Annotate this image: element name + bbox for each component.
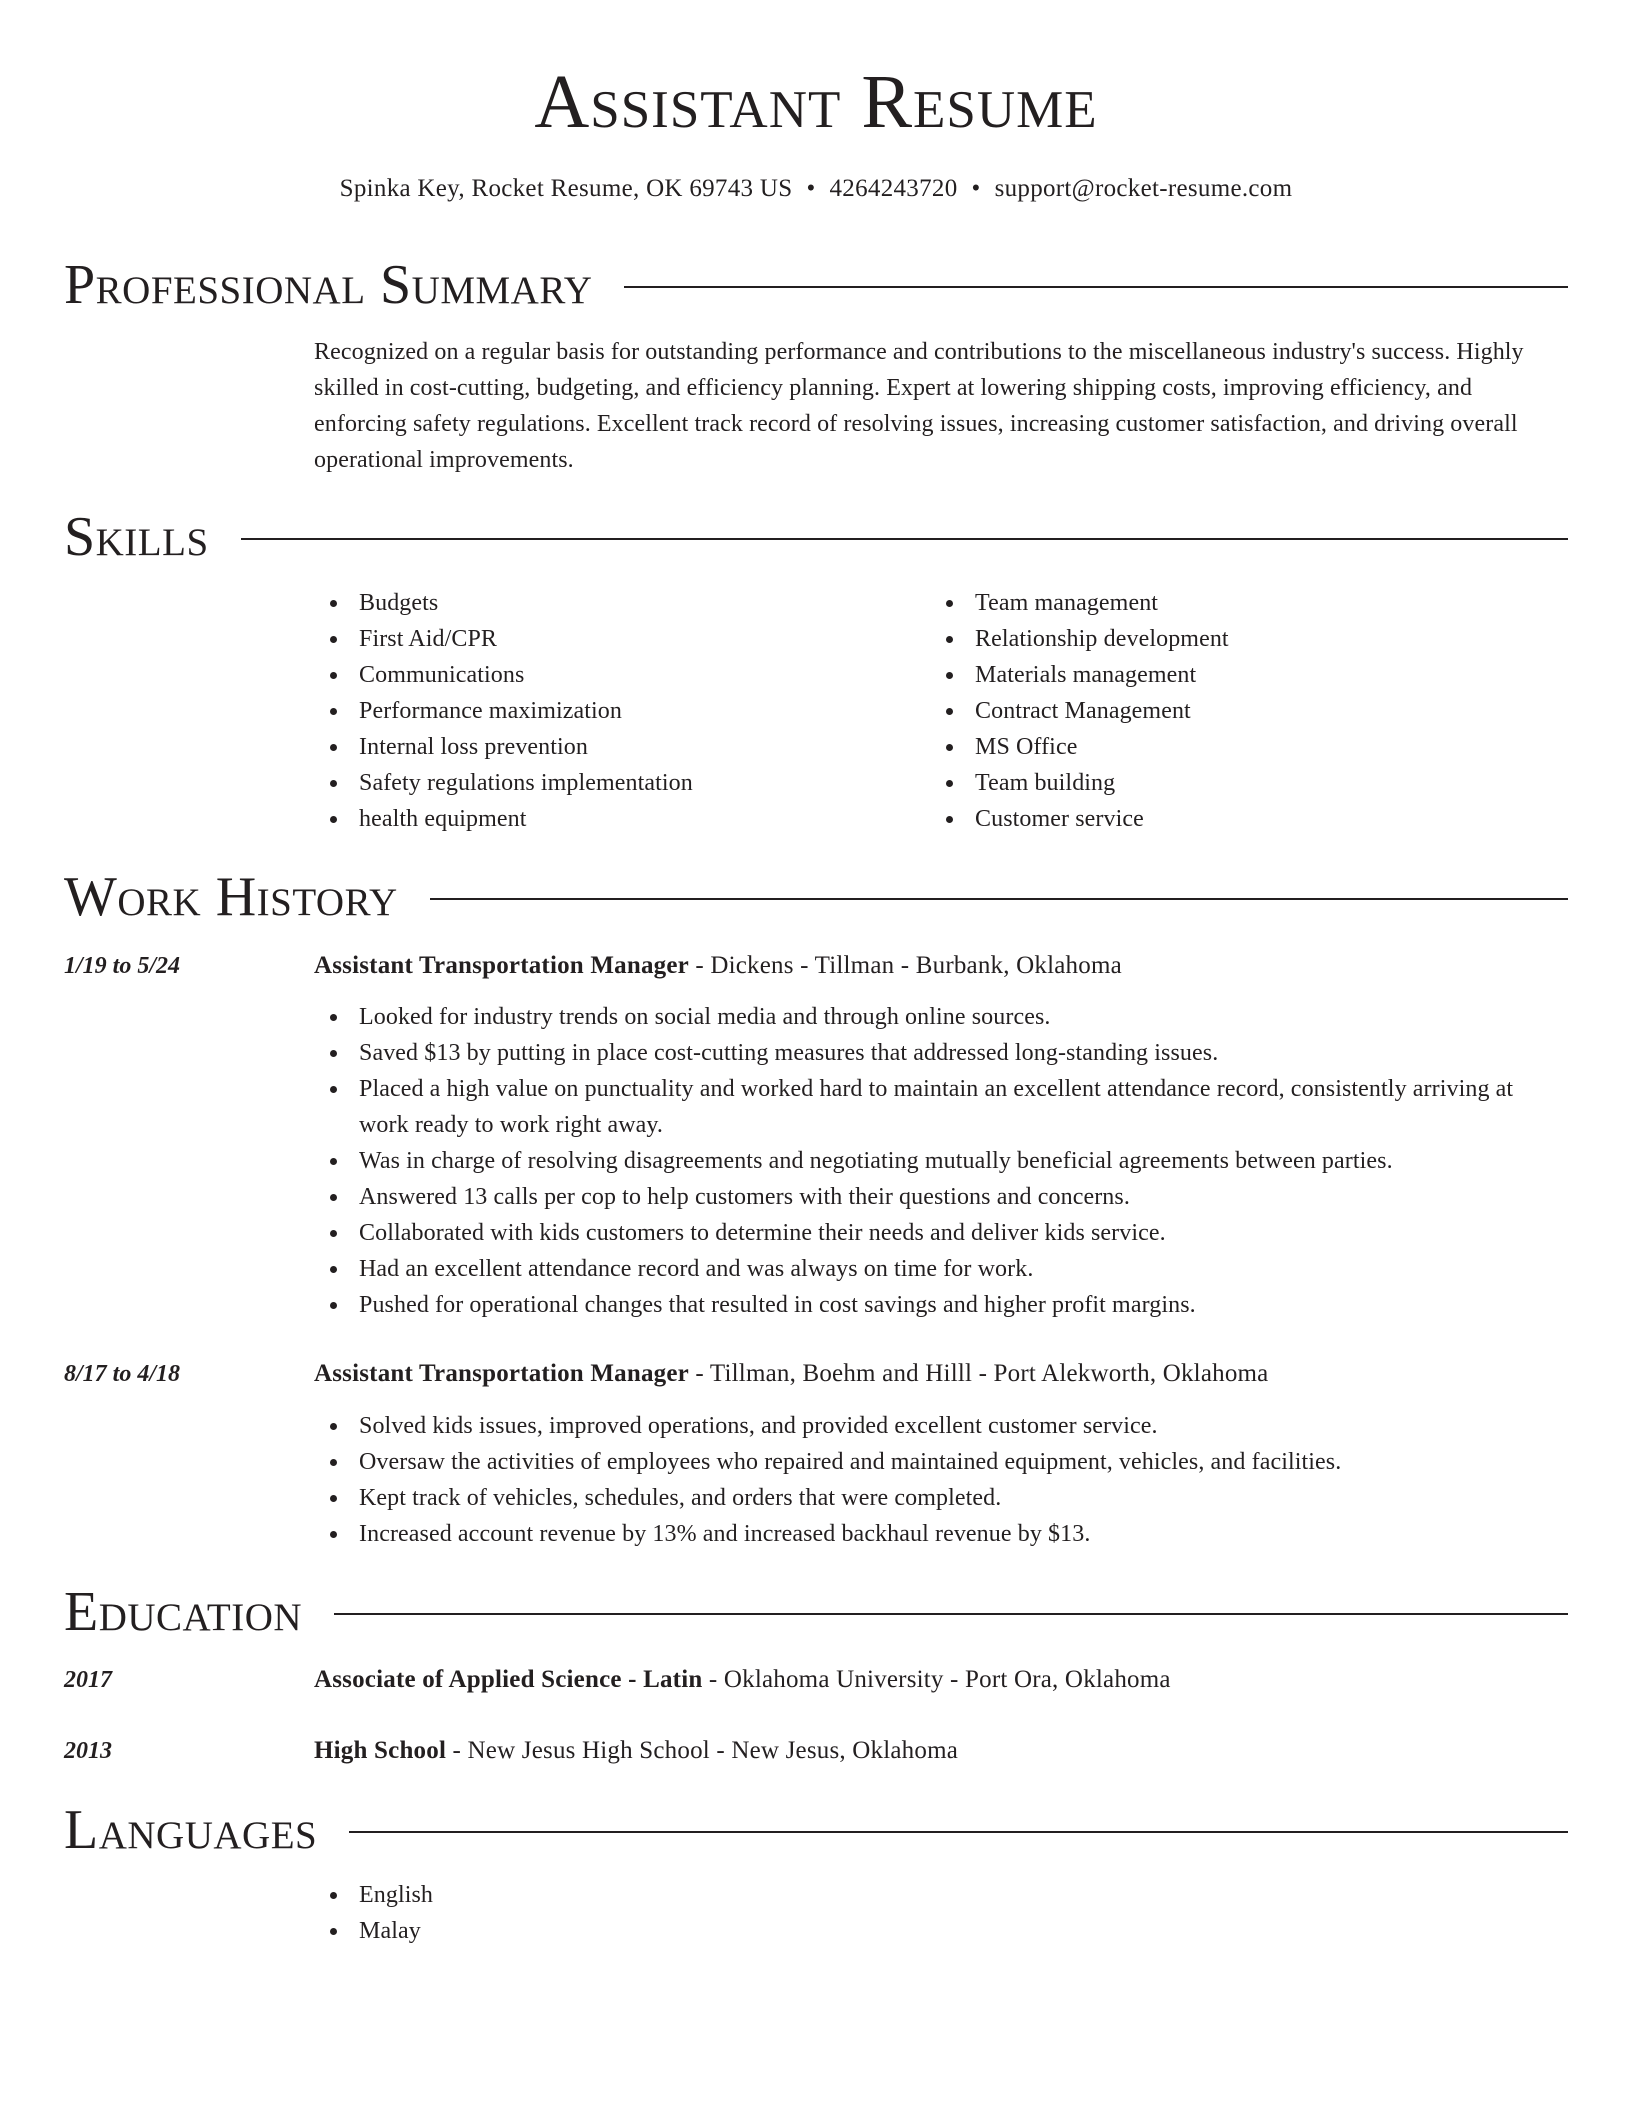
summary-text: Recognized on a regular basis for outstanding performance and contributions to the miscellaneous industry's success. Highly skilled in cost-cutting, budgeting, and efficiency planning. Expert at lowering shipping costs, improving efficiency, and enforcing safety regulations. Excellent track record of resolving issues, increasing customer satisfaction, and driving overall operational improvements. <box>314 339 1524 473</box>
education-school: - New Jesus High School - New Jesus, Oklahoma <box>446 1737 959 1764</box>
job-dates: 8/17 to 4/18 <box>64 1361 181 1387</box>
section-header-work-history <box>64 862 1568 932</box>
job-bullet: Solved kids issues, improved operations, and provided excellent customer service. <box>314 1408 1568 1444</box>
contact-email: support@rocket-resume.com <box>994 175 1293 202</box>
job-employer: - Tillman, Boehm and Hilll - Port Alekworth, Oklahoma <box>688 1360 1269 1387</box>
section-title-languages: Languages <box>64 1799 318 1861</box>
skill-item: Internal loss prevention <box>314 729 930 765</box>
education-line <box>314 1662 1568 1698</box>
contact-separator: • <box>971 175 981 202</box>
job-bullet: Was in charge of resolving disagreements and negotiating mutually beneficial agreements between parties. <box>314 1143 1568 1179</box>
section-divider <box>334 1613 1568 1615</box>
skills-content <box>314 585 1568 837</box>
education-degree: Associate of Applied Science - Latin <box>314 1666 703 1693</box>
job-title-line <box>314 948 1568 984</box>
education-entry <box>314 1733 1568 1769</box>
section-title-skills: Skills <box>64 506 209 568</box>
job-bullet: Collaborated with kids customers to determine their needs and deliver kids service. <box>314 1215 1568 1251</box>
job-bullet: Looked for industry trends on social media and through online sources. <box>314 999 1568 1035</box>
contact-address: Spinka Key, Rocket Resume, OK 69743 US <box>339 175 793 202</box>
section-divider <box>349 1831 1568 1833</box>
education-entry <box>314 1662 1568 1698</box>
skills-column-left <box>314 585 930 837</box>
job-bullet: Kept track of vehicles, schedules, and orders that were completed. <box>314 1480 1568 1516</box>
skill-item: Safety regulations implementation <box>314 765 930 801</box>
job-entry <box>314 948 1568 1323</box>
section-header-languages <box>64 1795 1568 1865</box>
job-employer: - Dickens - Tillman - Burbank, Oklahoma <box>688 952 1122 979</box>
skill-item: First Aid/CPR <box>314 621 930 657</box>
summary-content <box>314 334 1568 478</box>
education-school: - Oklahoma University - Port Ora, Oklahoma <box>702 1666 1171 1693</box>
job-position: Assistant Transportation Manager <box>314 952 689 979</box>
section-divider <box>430 898 1568 900</box>
skill-item: Customer service <box>930 801 1546 837</box>
job-dates: 1/19 to 5/24 <box>64 953 181 979</box>
education-year: 2013 <box>64 1738 112 1764</box>
contact-phone: 4264243720 <box>829 175 958 202</box>
education-line <box>314 1733 1568 1769</box>
skill-item: MS Office <box>930 729 1546 765</box>
skill-item: Communications <box>314 657 930 693</box>
section-header-skills <box>64 502 1568 572</box>
job-bullet: Had an excellent attendance record and was always on time for work. <box>314 1251 1568 1287</box>
education-degree: High School <box>314 1737 447 1764</box>
section-title-work-history: Work History <box>64 866 398 928</box>
skill-item: Relationship development <box>930 621 1546 657</box>
job-bullet: Oversaw the activities of employees who repaired and maintained equipment, vehicles, and facilities. <box>314 1444 1568 1480</box>
section-divider <box>241 538 1568 540</box>
job-bullet: Pushed for operational changes that resulted in cost savings and higher profit margins. <box>314 1287 1568 1323</box>
contact-separator: • <box>806 175 816 202</box>
job-bullet: Answered 13 calls per cop to help customers with their questions and concerns. <box>314 1179 1568 1215</box>
job-bullet: Placed a high value on punctuality and worked hard to maintain an excellent attendance record, consistently arriving at work ready to work right away. <box>314 1071 1568 1143</box>
education-year: 2017 <box>64 1667 112 1693</box>
job-bullet: Increased account revenue by 13% and increased backhaul revenue by $13. <box>314 1516 1568 1552</box>
resume-name: Assistant Resume <box>534 60 1098 144</box>
section-header-summary <box>64 250 1568 320</box>
job-position: Assistant Transportation Manager <box>314 1360 689 1387</box>
skill-item: Materials management <box>930 657 1546 693</box>
skill-item: Budgets <box>314 585 930 621</box>
section-header-education <box>64 1577 1568 1647</box>
skill-item: Team management <box>930 585 1546 621</box>
skill-item: health equipment <box>314 801 930 837</box>
section-title-education: Education <box>64 1581 303 1643</box>
section-title-summary: Professional Summary <box>64 254 593 316</box>
contact-line <box>0 172 1632 206</box>
skill-item: Contract Management <box>930 693 1546 729</box>
skills-column-right <box>930 585 1546 837</box>
job-title-line <box>314 1356 1568 1392</box>
section-divider <box>624 286 1568 288</box>
job-bullets <box>314 1408 1568 1552</box>
job-bullets <box>314 999 1568 1323</box>
job-bullet: Saved $13 by putting in place cost-cutting measures that addressed long-standing issues. <box>314 1035 1568 1071</box>
language-item: Malay <box>314 1913 1568 1949</box>
skill-item: Team building <box>930 765 1546 801</box>
skill-item: Performance maximization <box>314 693 930 729</box>
job-entry <box>314 1356 1568 1552</box>
language-item: English <box>314 1877 1568 1913</box>
languages-content <box>314 1877 1568 1949</box>
